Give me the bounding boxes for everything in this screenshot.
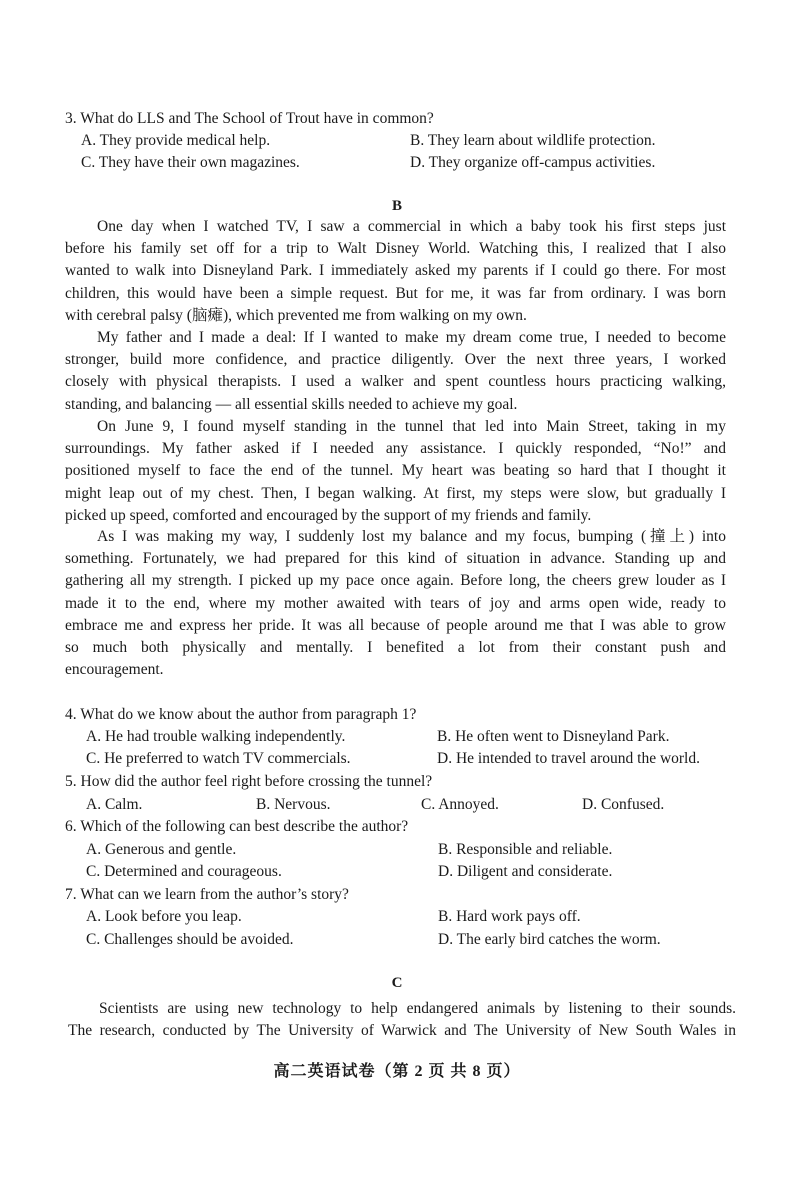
q6-option-b: B. Responsible and reliable. (438, 841, 613, 858)
q3-option-a: A. They provide medical help. (81, 132, 271, 149)
section-b-heading: B (391, 198, 402, 214)
paragraph-line: surroundings. My father asked if I needed any assistance. I quickly responded, “No!” and (65, 440, 726, 458)
page-footer: 高二英语试卷（第 2 页 共 8 页） (273, 1063, 521, 1080)
q6-option-a: A. Generous and gentle. (86, 841, 237, 858)
paragraph-line: something. Fortunately, we had prepared for this kind of situation in advance. Standing up and (65, 550, 726, 568)
q4-option-d: D. He intended to travel around the world. (437, 750, 700, 767)
q6-option-c: C. Determined and courageous. (86, 863, 282, 880)
paragraph-line: As I was making my way, I suddenly lost my balance and my focus, bumping (撞上) into (97, 528, 726, 545)
paragraph-line: children, this would have been a simple request. But for me, it was far from ordinary. I was born (65, 284, 726, 302)
question-6: 6. Which of the following can best describe the author? (65, 818, 409, 835)
q4-option-c: C. He preferred to watch TV commercials. (86, 750, 351, 767)
q7-option-d: D. The early bird catches the worm. (438, 931, 661, 948)
paragraph-line: made it to the end, where my mother awaited with tears of joy and arms open wide, ready to (65, 594, 726, 612)
paragraph-line: closely with physical therapists. I used a walker and spent countless hours practicing walking, (65, 373, 726, 391)
q5-option-b: B. Nervous. (256, 796, 331, 813)
paragraph-line: Scientists are using new technology to help endangered animals by listening to their sounds. (99, 1000, 736, 1017)
section-c-heading: C (391, 975, 403, 991)
paragraph-line: gathering all my strength. I picked up my pace once again. Before long, the cheers grew louder as I (65, 572, 726, 590)
paragraph-line: positioned myself to face the end of the tunnel. My heart was beating so hard that I thought it (65, 462, 726, 480)
q7-option-c: C. Challenges should be avoided. (86, 931, 294, 948)
passage-b-paragraph-2 (65, 327, 726, 416)
paragraph-line: with cerebral palsy (脑瘫), which prevented me from walking on my own. (65, 306, 527, 324)
question-5: 5. How did the author feel right before crossing the tunnel? (65, 773, 433, 790)
passage-b-paragraph-3 (65, 416, 726, 527)
q3-option-d: D. They organize off-campus activities. (410, 154, 656, 171)
paragraph-line: encouragement. (65, 661, 164, 679)
paragraph-line: standing, and balancing — all essential skills needed to achieve my goal. (65, 395, 518, 413)
paragraph-line: One day when I watched TV, I saw a commercial in which a baby took his first steps just (97, 218, 726, 235)
passage-b-paragraph-1 (65, 216, 726, 327)
paragraph-line: so much both physically and mentally. I benefited a lot from their constant push and (65, 638, 726, 656)
q5-option-d: D. Confused. (582, 796, 665, 813)
q4-option-b: B. He often went to Disneyland Park. (437, 728, 670, 745)
paragraph-line: before his family set off for a trip to Walt Disney World. Watching this, I realized that I also (65, 240, 726, 258)
passage-c-paragraph-1 (68, 998, 736, 1042)
passage-b-paragraph-4 (65, 526, 726, 681)
question-3: 3. What do LLS and The School of Trout have in common? (65, 110, 434, 127)
q4-option-a: A. He had trouble walking independently. (86, 728, 346, 745)
paragraph-line: My father and I made a deal: If I wanted to make my dream come true, I needed to become (97, 329, 726, 346)
paragraph-line: The research, conducted by The University of Warwick and The University of New South Wales in (68, 1022, 736, 1040)
q3-option-b: B. They learn about wildlife protection. (410, 132, 656, 149)
paragraph-line: picked up speed, comforted and encouraged by the support of my friends and family. (65, 506, 592, 524)
paragraph-line: might leap out of my chest. Then, I began walking. At first, my steps were slow, but gradually I (65, 484, 726, 502)
paragraph-line: embrace me and express her pride. It was all because of people around me that I was able to grow (65, 616, 726, 634)
paragraph-line: stronger, build more confidence, and practice diligently. Over the next three years, I worked (65, 351, 726, 369)
paragraph-line: wanted to walk into Disneyland Park. I immediately asked my parents if I could go there. For most (65, 262, 726, 280)
question-7: 7. What can we learn from the author’s story? (65, 886, 349, 903)
q7-option-b: B. Hard work pays off. (438, 908, 581, 925)
q3-option-c: C. They have their own magazines. (81, 154, 300, 171)
q7-option-a: A. Look before you leap. (86, 908, 242, 925)
q6-option-d: D. Diligent and considerate. (438, 863, 613, 880)
q5-option-a: A. Calm. (86, 796, 143, 813)
q5-option-c: C. Annoyed. (421, 796, 499, 813)
paragraph-line: On June 9, I found myself standing in the tunnel that led into Main Street, taking in my (97, 418, 726, 435)
question-4: 4. What do we know about the author from paragraph 1? (65, 706, 417, 723)
